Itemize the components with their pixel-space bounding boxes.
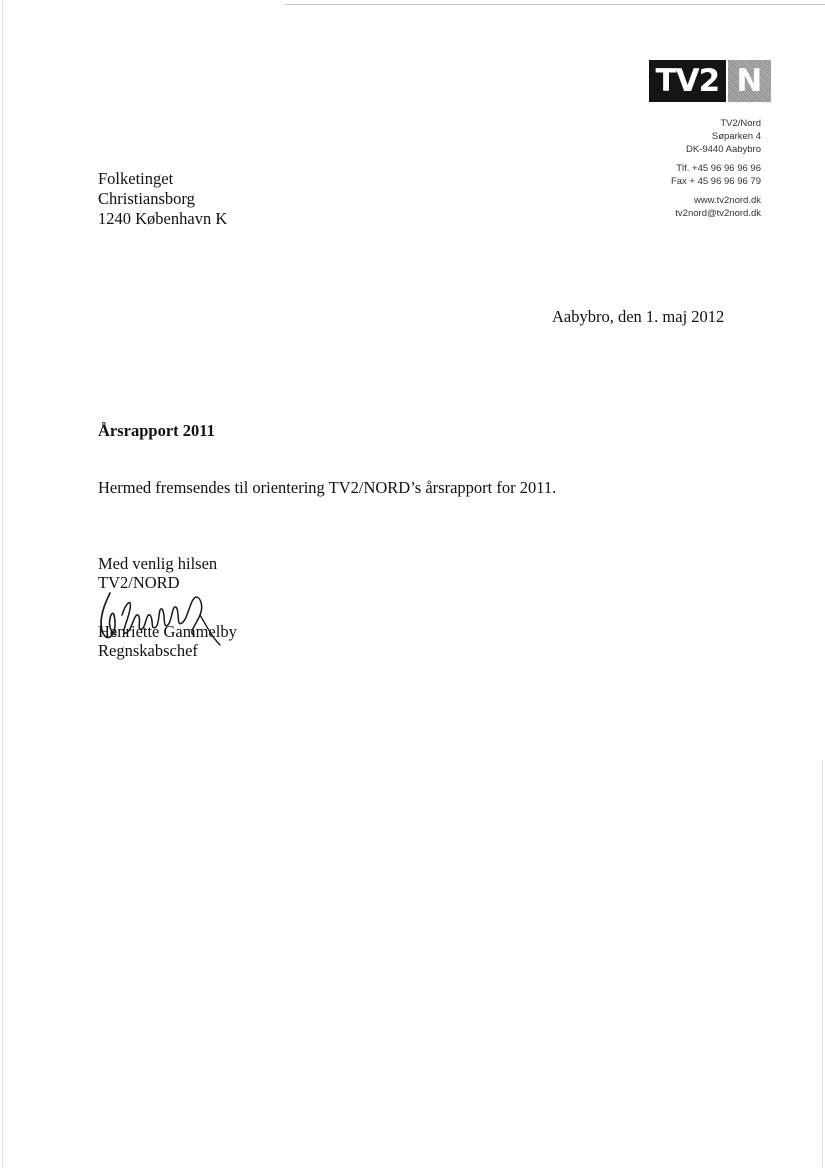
closing-org: TV2/NORD bbox=[98, 573, 180, 592]
handwritten-signature-icon bbox=[96, 585, 226, 647]
sender-web: www.tv2nord.dk bbox=[693, 195, 761, 206]
sender-street: Søparken 4 bbox=[711, 131, 761, 142]
scan-edge-top bbox=[285, 4, 825, 5]
recipient-address bbox=[98, 169, 227, 229]
recipient-line-3: 1240 København K bbox=[98, 209, 228, 228]
signer-title: Regnskabschef bbox=[98, 641, 198, 660]
scan-edge-right bbox=[822, 760, 823, 1168]
letter-body: Hermed fremsendes til orientering TV2/NORD’s årsrapport for 2011. bbox=[98, 478, 557, 497]
sender-city: DK-9440 Aabybro bbox=[686, 144, 761, 155]
recipient-line-2: Christiansborg bbox=[98, 189, 195, 208]
letter-subject: Årsrapport 2011 bbox=[98, 421, 215, 440]
logo-tv2-block: TV2 bbox=[649, 60, 726, 102]
recipient-line-1: Folketinget bbox=[98, 169, 174, 188]
logo-n-block: N bbox=[726, 60, 771, 102]
sender-email: tv2nord@tv2nord.dk bbox=[675, 208, 761, 219]
scan-edge-left bbox=[2, 0, 3, 1168]
sender-address bbox=[671, 117, 761, 220]
letter-date: Aabybro, den 1. maj 2012 bbox=[552, 307, 725, 326]
sender-name: TV2/Nord bbox=[720, 118, 761, 129]
sender-fax: Fax + 45 96 96 96 79 bbox=[670, 176, 761, 187]
closing-greeting: Med venlig hilsen bbox=[98, 554, 218, 573]
tv2-nord-logo bbox=[649, 60, 771, 102]
signer-name: Henriette Gammelby bbox=[98, 622, 237, 641]
sender-phone: Tlf. +45 96 96 96 96 bbox=[676, 163, 761, 174]
